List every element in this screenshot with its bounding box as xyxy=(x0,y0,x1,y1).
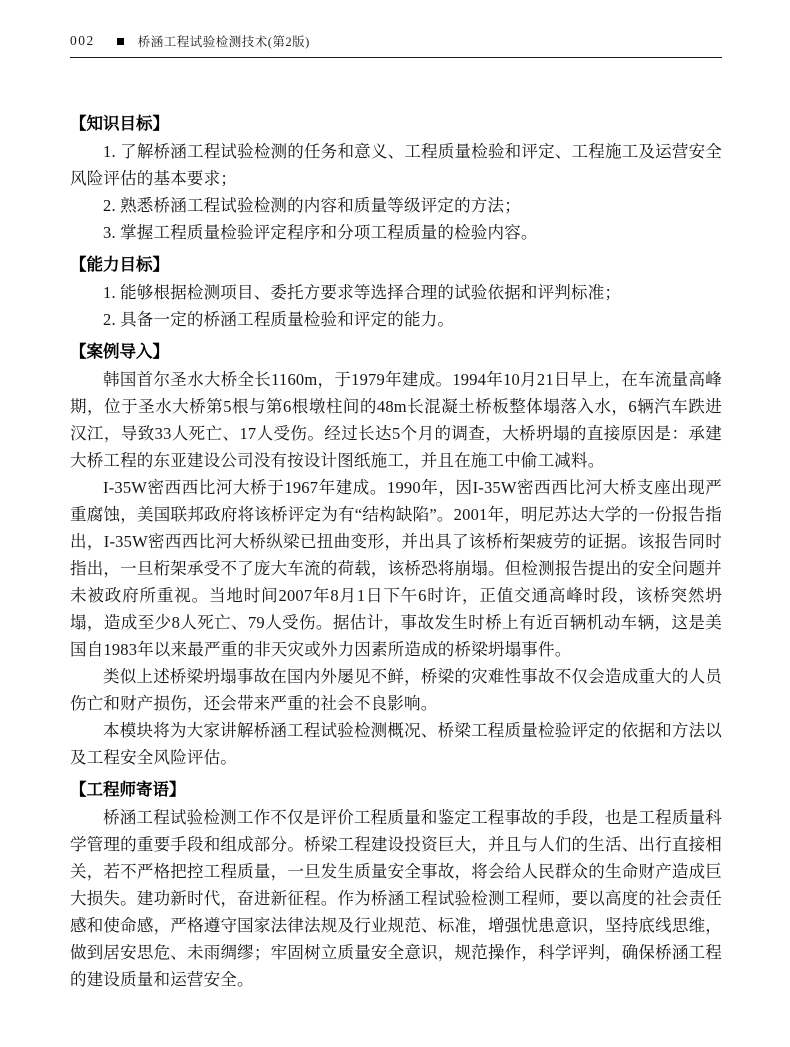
section-heading-case-introduction: 【案例导入】 xyxy=(70,343,169,361)
page-content xyxy=(70,111,722,993)
engineer-message-paragraph: 桥涵工程试验检测工作不仅是评价工程质量和鉴定工程事故的手段，也是工程质量科学管理的重要手段和组成部分。桥梁工程建设投资巨大，并且与人们的生活、出行直接相关，若不严格把控工程质量，一旦发生质量安全事故，将会给人民群众的生命财产造成巨大损失。建功新时代，奋进新征程。作为桥涵工程试验检测工程师，要以高度的社会责任感和使命感，严格遵守国家法律法规及行业规范、标准，增强忧患意识，坚持底线思维，做到居安思危、未雨绸缪；牢固树立质量安全意识，规范操作，科学评判，确保桥涵工程的建设质量和运营安全。 xyxy=(70,808,722,989)
page-number: 002 xyxy=(70,33,95,48)
case-paragraph-seongsu-bridge: 韩国首尔圣水大桥全长1160m，于1979年建成。1994年10月21日早上，在车流量高峰期，位于圣水大桥第5根与第6根墩柱间的48m长混凝土桥板整体塌落入水，6辆汽车跌进汉江，导致33人死亡、17人受伤。经过长达5个月的调查，大桥坍塌的直接原因是：承建大桥工程的东亚建设公司没有按设计图纸施工，并且在施工中偷工减料。 xyxy=(70,370,722,470)
header-rule xyxy=(70,57,722,58)
book-title: 桥涵工程试验检测技术(第2版) xyxy=(137,35,310,49)
square-bullet-icon xyxy=(117,38,124,45)
knowledge-objective-item-3: 3. 掌握工程质量检验评定程序和分项工程质量的检验内容。 xyxy=(103,223,538,242)
section-heading-engineer-message: 【工程师寄语】 xyxy=(70,781,186,799)
section-heading-ability-objectives: 【能力目标】 xyxy=(70,256,169,274)
case-paragraph-module-intro: 本模块将为大家讲解桥涵工程试验检测概况、桥梁工程质量检验评定的依据和方法以及工程安全风险评估。 xyxy=(70,721,722,767)
case-paragraph-i35w-bridge: I-35W密西西比河大桥于1967年建成。1990年，因I-35W密西西比河大桥支座出现严重腐蚀，美国联邦政府将该桥评定为有“结构缺陷”。2001年，明尼苏达大学的一份报告指出，I-35W密西西比河大桥纵梁已扭曲变形，并出具了该桥桁架疲劳的证据。该报告同时指出，一旦桁架承受不了庞大车流的荷载，该桥恐将崩塌。但检测报告提出的安全问题并未被政府所重视。当地时间2007年8月1日下午6时许，正值交通高峰时段，该桥突然坍塌，造成至少8人死亡、79人受伤。据估计，事故发生时桥上有近百辆机动车辆，这是美国自1983年以来最严重的非天灾或外力因素所造成的桥梁坍塌事件。 xyxy=(70,478,722,659)
knowledge-objective-item-2: 2. 熟悉桥涵工程试验检测的内容和质量等级评定的方法； xyxy=(103,196,521,215)
ability-objective-item-1: 1. 能够根据检测项目、委托方要求等选择合理的试验依据和评判标准； xyxy=(103,283,622,302)
section-heading-knowledge-objectives: 【知识目标】 xyxy=(70,115,169,133)
ability-objective-item-2: 2. 具备一定的桥涵工程质量检验和评定的能力。 xyxy=(103,310,455,329)
case-paragraph-summary: 类似上述桥梁坍塌事故在国内外屡见不鲜，桥梁的灾难性事故不仅会造成重大的人员伤亡和财产损伤，还会带来严重的社会不良影响。 xyxy=(70,667,722,713)
page-header xyxy=(70,32,722,50)
knowledge-objective-item-1: 1. 了解桥涵工程试验检测的任务和意义、工程质量检验和评定、工程施工及运营安全风险评估的基本要求； xyxy=(70,142,722,188)
